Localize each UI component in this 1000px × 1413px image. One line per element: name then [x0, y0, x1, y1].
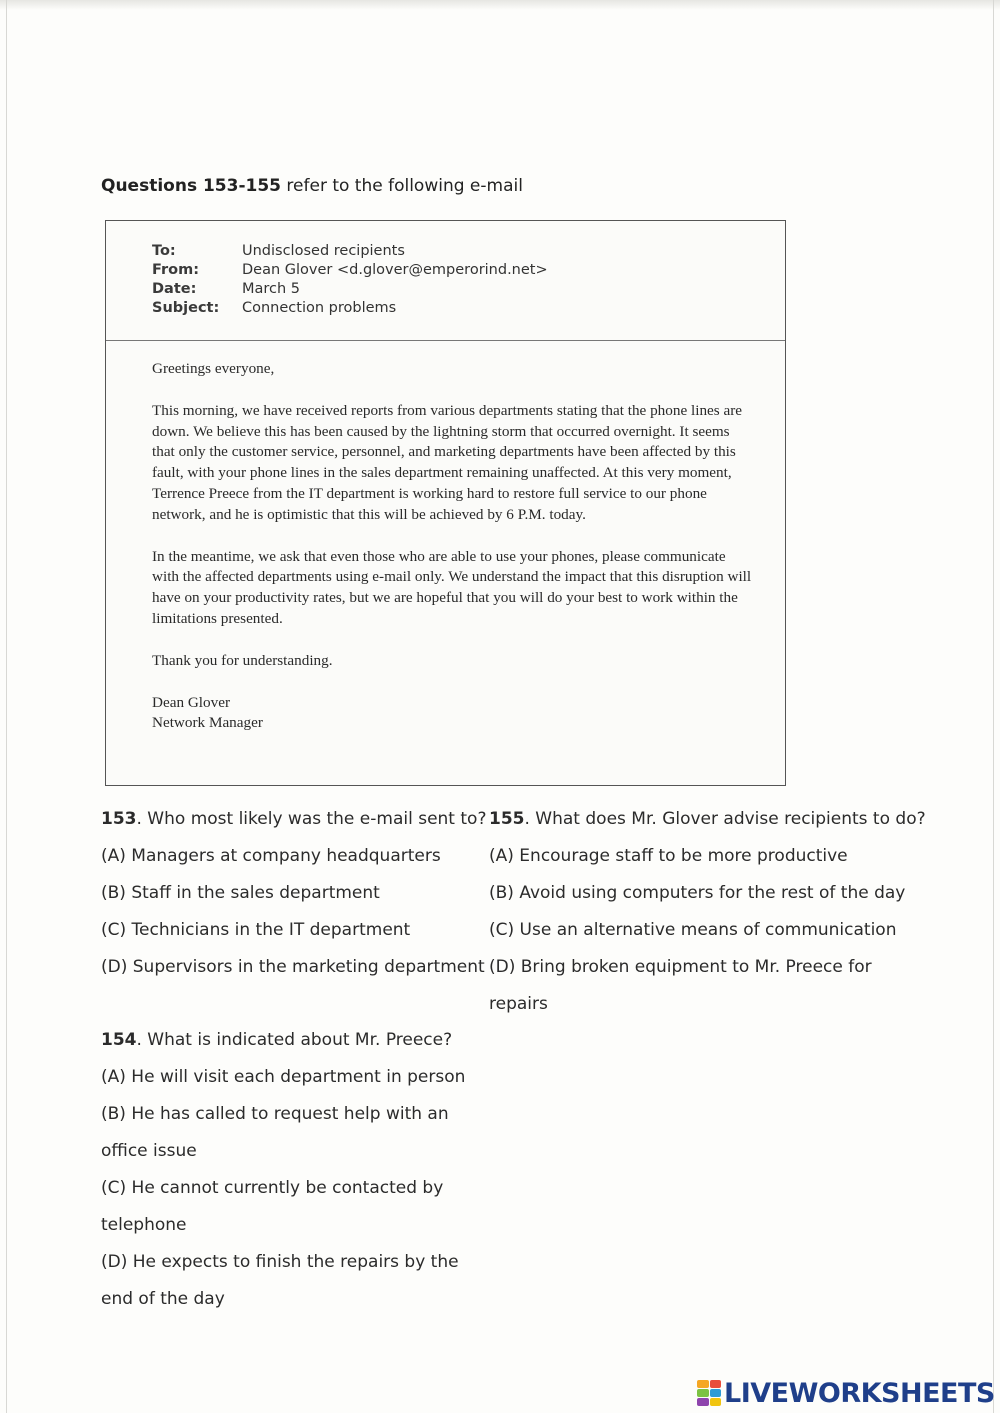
heading-bold: Questions 153-155	[101, 176, 282, 196]
option-154-a[interactable]: (A) He will visit each department in person	[101, 1067, 466, 1087]
option-154-d-line1[interactable]: (D) He expects to finish the repairs by the	[101, 1252, 459, 1272]
logo-icon-cell	[697, 1380, 709, 1388]
email-greeting: Greetings everyone,	[152, 360, 275, 377]
question-153	[101, 801, 486, 986]
logo-icon	[697, 1380, 721, 1406]
question-155	[489, 801, 926, 1023]
question-154-text: . What is indicated about Mr. Preece?	[136, 1030, 453, 1050]
signature-name: Dean Glover	[152, 693, 231, 711]
date-value: March 5	[242, 281, 301, 297]
logo-icon-cell	[710, 1389, 722, 1397]
option-154-b-line1[interactable]: (B) He has called to request help with an	[101, 1104, 449, 1124]
option-154-c-line2[interactable]: telephone	[101, 1215, 187, 1235]
from-value: Dean Glover <d.glover@emperorind.net>	[242, 262, 548, 278]
liveworksheets-logo	[697, 1376, 995, 1410]
question-154-number: 154	[101, 1030, 137, 1050]
date-label: Date:	[152, 281, 197, 297]
logo-icon-cell	[710, 1380, 722, 1388]
question-154-stem	[101, 1022, 465, 1059]
from-label: From:	[152, 262, 199, 278]
to-value: Undisclosed recipients	[242, 243, 405, 259]
question-155-stem	[489, 801, 926, 838]
option-154-c-line1[interactable]: (C) He cannot currently be contacted by	[101, 1178, 444, 1198]
logo-icon-cell	[710, 1398, 722, 1406]
page-heading	[101, 176, 523, 196]
email-from-row	[152, 262, 548, 278]
subject-value: Connection problems	[242, 300, 397, 316]
option-155-a[interactable]: (A) Encourage staff to be more productive	[489, 846, 848, 866]
to-label: To:	[152, 243, 176, 259]
option-153-a[interactable]: (A) Managers at company headquarters	[101, 846, 441, 866]
option-153-c[interactable]: (C) Technicians in the IT department	[101, 920, 411, 940]
question-155-text: . What does Mr. Glover advise recipients to do?	[524, 809, 926, 829]
email-header	[106, 221, 785, 341]
logo-icon-cell	[697, 1389, 709, 1397]
email-paragraph-2: In the meantime, we ask that even those who are able to use your phones, please communicate with the affected departments using e-mail only. We understand the impact that this disruption will have on your productivity rates, but we are hopeful that you will do your best to work within the limitations presented.	[152, 547, 752, 627]
subject-label: Subject:	[152, 300, 220, 316]
scan-edge	[0, 0, 1000, 10]
email-paragraph-1: This morning, we have received reports from various departments stating that the phone lines are down. We believe this has been caused by the lightning storm that occurred overnight. It seems that only the customer service, personnel, and marketing departments have been affected by this fault, with your phone lines in the sales department remaining unaffected. At this very moment, Terrence Preece from the IT department is working hard to restore full service to our phone network, and he is optimistic that this will be achieved by 6 P.M. today.	[152, 401, 743, 523]
option-155-b[interactable]: (B) Avoid using computers for the rest of the day	[489, 883, 906, 903]
option-155-c[interactable]: (C) Use an alternative means of communication	[489, 920, 897, 940]
question-153-number: 153	[101, 809, 137, 829]
signature-title: Network Manager	[152, 714, 263, 732]
email-body	[152, 359, 752, 734]
logo-text: LIVEWORKSHEETS	[724, 1377, 995, 1409]
question-155-number: 155	[489, 809, 525, 829]
question-153-stem	[101, 801, 486, 838]
option-155-d-line1[interactable]: (D) Bring broken equipment to Mr. Preece for	[489, 957, 872, 977]
option-153-d[interactable]: (D) Supervisors in the marketing department	[101, 957, 485, 977]
email-date-row	[152, 281, 300, 297]
option-153-b[interactable]: (B) Staff in the sales department	[101, 883, 380, 903]
email-to-row	[152, 243, 405, 259]
logo-icon-cell	[697, 1398, 709, 1406]
email-box	[105, 220, 786, 786]
email-subject-row	[152, 300, 396, 316]
question-153-text: . Who most likely was the e-mail sent to?	[136, 809, 487, 829]
option-155-d-line2[interactable]: repairs	[489, 994, 548, 1014]
email-closing: Thank you for understanding.	[152, 651, 333, 669]
question-154	[101, 1022, 465, 1318]
option-154-b-line2[interactable]: office issue	[101, 1141, 197, 1161]
option-154-d-line2[interactable]: end of the day	[101, 1289, 225, 1309]
heading-rest: refer to the following e-mail	[281, 176, 523, 196]
